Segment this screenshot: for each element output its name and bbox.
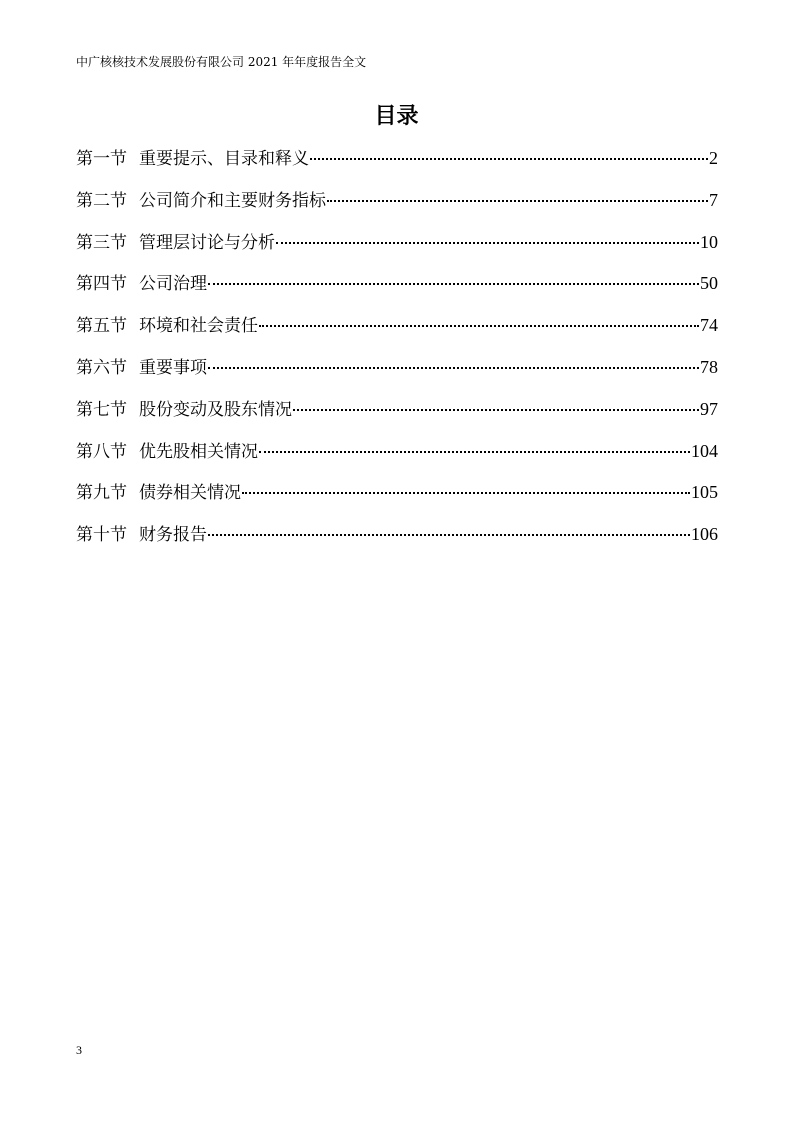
- toc-page-number: 106: [691, 524, 718, 545]
- toc-page-number: 97: [700, 398, 718, 419]
- toc-entry-section-5[interactable]: [76, 312, 718, 354]
- toc-entry-section-4[interactable]: [76, 270, 718, 312]
- toc-page-number: 2: [709, 148, 718, 168]
- toc-section-title: 债券相关情况: [139, 483, 241, 504]
- toc-dot-leader: [208, 367, 699, 369]
- toc-dot-leader: [259, 451, 690, 453]
- toc-section-number: 第四节: [76, 274, 127, 295]
- toc-section-title: 重要事项: [139, 357, 207, 378]
- toc-entry-section-10[interactable]: [76, 521, 718, 563]
- toc-dot-leader: [208, 534, 690, 536]
- toc-page-number: 7: [709, 189, 718, 210]
- toc-section-number: 第二节: [76, 190, 127, 211]
- toc-page-number: 50: [700, 273, 718, 294]
- toc-section-number: 第七节: [76, 399, 127, 420]
- toc-section-title: 财务报告: [139, 525, 207, 546]
- toc-page-number: 104: [691, 440, 718, 461]
- page-title: 目录: [374, 104, 419, 129]
- toc-section-title: 管理层讨论与分析: [139, 232, 275, 253]
- toc-dot-leader: [208, 283, 699, 285]
- toc-section-title: 股份变动及股东情况: [139, 399, 292, 420]
- toc-dot-leader: [327, 200, 708, 202]
- toc-section-number: 第九节: [76, 483, 127, 504]
- toc-entry-section-2[interactable]: [76, 187, 718, 229]
- toc-section-title: 环境和社会责任: [139, 316, 258, 337]
- table-of-contents: [76, 145, 718, 563]
- toc-dot-leader: [310, 158, 708, 160]
- toc-section-title: 公司简介和主要财务指标: [139, 190, 326, 211]
- toc-page-number: 78: [700, 356, 718, 377]
- toc-page-number: 74: [700, 315, 718, 336]
- toc-section-title: 公司治理: [139, 274, 207, 295]
- toc-entry-section-7[interactable]: [76, 396, 718, 438]
- footer-page-number: 3: [76, 1043, 82, 1057]
- toc-entry-section-3[interactable]: [76, 229, 718, 271]
- toc-section-number: 第六节: [76, 357, 127, 378]
- toc-dot-leader: [242, 492, 690, 494]
- toc-section-number: 第三节: [76, 232, 127, 253]
- toc-section-number: 第十节: [76, 525, 127, 546]
- toc-section-title: 重要提示、目录和释义: [139, 149, 309, 169]
- toc-entry-section-6[interactable]: [76, 354, 718, 396]
- toc-section-title: 优先股相关情况: [139, 441, 258, 462]
- toc-section-number: 第五节: [76, 316, 127, 337]
- toc-section-number: 第一节: [76, 149, 127, 169]
- toc-page-number: 105: [691, 482, 718, 503]
- toc-entry-section-9[interactable]: [76, 479, 718, 521]
- toc-dot-leader: [259, 325, 699, 327]
- toc-entry-section-1[interactable]: [76, 145, 718, 187]
- toc-page-number: 10: [700, 231, 718, 252]
- toc-entry-section-8[interactable]: [76, 438, 718, 480]
- toc-dot-leader: [293, 409, 699, 411]
- running-header: 中广核核技术发展股份有限公司 2021 年年度报告全文: [76, 55, 367, 69]
- toc-dot-leader: [276, 242, 699, 244]
- toc-section-number: 第八节: [76, 441, 127, 462]
